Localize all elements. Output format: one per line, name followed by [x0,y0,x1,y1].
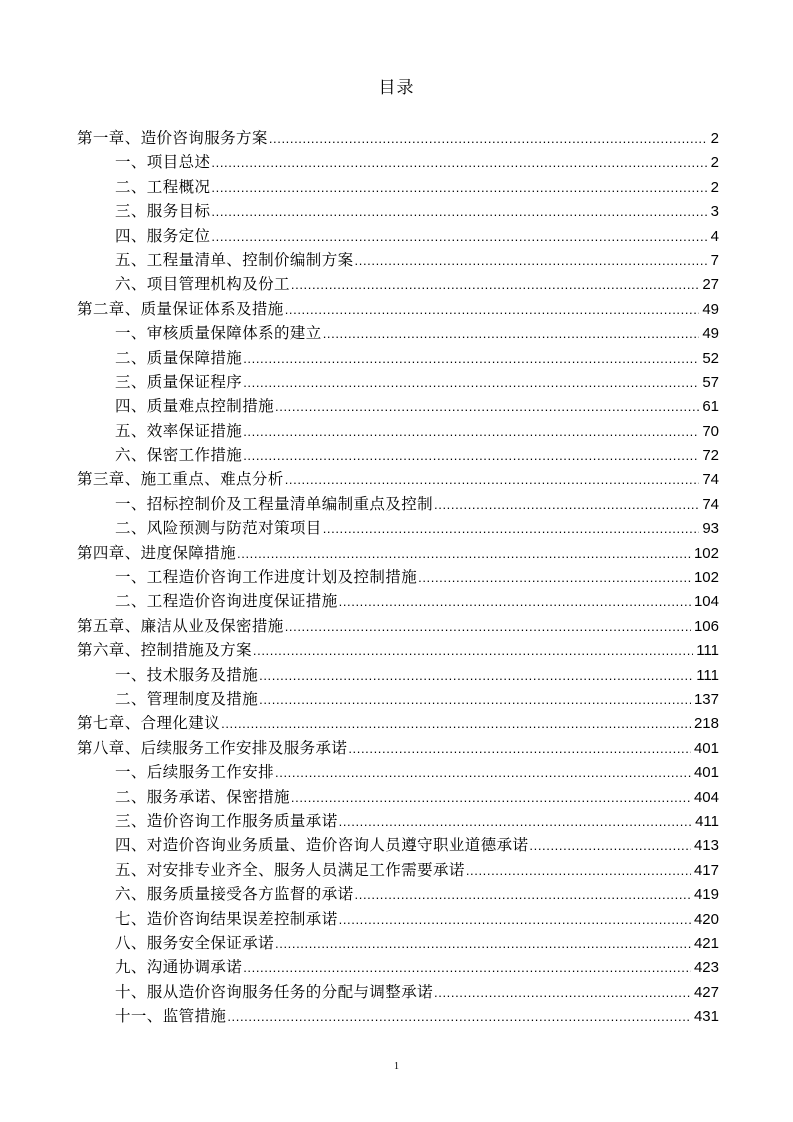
toc-entry-page-number: 57 [702,373,719,391]
toc-chapter-entry[interactable] [77,297,719,321]
toc-entry-label: 十、服从造价咨询服务任务的分配与调整承诺 [115,982,434,1001]
toc-dot-leader [291,273,699,296]
toc-section-entry[interactable] [77,833,719,857]
toc-section-entry[interactable] [77,346,719,370]
toc-entry-label: 七、造价咨询结果误差控制承诺 [115,909,338,928]
page-number: 1 [394,1061,399,1072]
toc-entry-page-number: 417 [693,861,719,879]
toc-dot-leader [253,639,693,662]
toc-section-entry[interactable] [77,516,719,540]
toc-entry-page-number: 74 [702,495,719,513]
toc-dot-leader [243,371,699,394]
toc-chapter-entry[interactable] [77,126,719,150]
toc-entry-label: 一、项目总述 [115,153,211,172]
toc-dot-leader [339,908,691,931]
toc-section-entry[interactable] [77,760,719,784]
toc-entry-page-number: 93 [702,520,719,538]
toc-entry-label: 二、服务承诺、保密措施 [115,787,290,806]
toc-section-entry[interactable] [77,224,719,248]
toc-section-entry[interactable] [77,955,719,979]
toc-entry-page-number: 72 [702,447,719,465]
toc-entry-page-number: 49 [702,325,719,343]
toc-dot-leader [355,249,708,272]
toc-entry-label: 三、服务目标 [115,202,211,221]
toc-entry-page-number: 427 [693,983,719,1001]
toc-section-entry[interactable] [77,175,719,199]
toc-dot-leader [211,200,707,223]
toc-entry-page-number: 74 [702,471,719,489]
toc-entry-page-number: 411 [695,812,719,830]
toc-dot-leader [243,420,699,443]
toc-entry-page-number: 102 [693,544,719,562]
toc-dot-leader [355,883,691,906]
toc-entry-label: 四、对造价咨询业务质量、造价咨询人员遵守职业道德承诺 [115,836,529,855]
toc-entry-label: 二、工程概况 [115,177,211,196]
toc-entry-label: 第一章、造价咨询服务方案 [77,129,268,147]
toc-dot-leader [275,395,699,418]
toc-entry-page-number: 2 [710,130,719,147]
toc-dot-leader [434,493,699,516]
toc-dot-leader [466,859,691,882]
toc-entry-page-number: 70 [702,422,719,440]
toc-entry-page-number: 111 [696,666,719,684]
toc-entry-page-number: 401 [693,739,719,757]
toc-dot-leader [291,786,691,809]
toc-dot-leader [211,225,707,248]
toc-entry-label: 一、技术服务及措施 [115,665,259,684]
toc-entry-page-number: 137 [693,690,719,708]
toc-section-entry[interactable] [77,931,719,955]
toc-dot-leader [211,176,707,199]
toc-entry-page-number: 423 [693,959,719,977]
toc-dot-leader [323,322,700,345]
toc-entry-label: 一、工程造价咨询工作进度计划及控制措施 [115,568,418,587]
toc-entry-label: 五、效率保证措施 [115,421,243,440]
toc-entry-page-number: 52 [702,349,719,367]
toc-entry-label: 四、服务定位 [115,226,211,245]
toc-entry-page-number: 431 [693,1008,719,1026]
toc-chapter-entry[interactable] [77,541,719,565]
table-of-contents [77,126,719,1028]
toc-entry-page-number: 106 [693,617,719,635]
toc-section-entry[interactable] [77,199,719,223]
toc-entry-page-number: 218 [693,715,719,733]
toc-entry-label: 二、质量保障措施 [115,348,243,367]
toc-entry-label: 八、服务安全保证承诺 [115,933,275,952]
toc-section-entry[interactable] [77,394,719,418]
toc-dot-leader [211,151,707,174]
toc-section-entry[interactable] [77,321,719,345]
toc-section-entry[interactable] [77,370,719,394]
toc-entry-label: 一、招标控制价及工程量清单编制重点及控制 [115,494,434,513]
toc-entry-label: 六、服务质量接受各方监督的承诺 [115,885,354,904]
toc-section-entry[interactable] [77,809,719,833]
toc-dot-leader [339,810,692,833]
toc-section-entry[interactable] [77,907,719,931]
toc-entry-label: 一、审核质量保障体系的建立 [115,324,322,343]
toc-dot-leader [237,542,691,565]
toc-entry-page-number: 401 [693,764,719,782]
toc-chapter-entry[interactable] [77,614,719,638]
toc-entry-label: 第八章、后续服务工作安排及服务承诺 [77,738,348,757]
toc-dot-leader [259,688,691,711]
toc-dot-leader [275,932,691,955]
toc-entry-page-number: 61 [702,398,719,416]
toc-section-entry[interactable] [77,858,719,882]
toc-entry-label: 十一、监管措施 [115,1007,227,1026]
toc-dot-leader [348,737,691,760]
toc-entry-label: 二、工程造价咨询进度保证措施 [115,592,338,611]
toc-entry-page-number: 104 [693,593,719,611]
toc-entry-label: 五、工程量清单、控制价编制方案 [115,250,354,269]
toc-dot-leader [243,444,699,467]
toc-entry-page-number: 3 [710,203,719,221]
toc-dot-leader [529,834,691,857]
toc-entry-label: 九、沟通协调承诺 [115,958,243,977]
toc-entry-label: 二、风险预测与防范对策项目 [115,519,322,538]
toc-section-entry[interactable] [77,663,719,687]
toc-entry-page-number: 413 [693,837,719,855]
toc-chapter-entry[interactable] [77,638,719,662]
toc-dot-leader [418,566,691,589]
toc-dot-leader [275,761,691,784]
toc-dot-leader [434,981,691,1004]
toc-section-entry[interactable] [77,687,719,711]
toc-entry-label: 二、管理制度及措施 [115,689,259,708]
toc-entry-page-number: 27 [702,276,719,294]
toc-section-entry[interactable] [77,272,719,296]
toc-entry-page-number: 420 [693,910,719,928]
toc-section-entry[interactable] [77,492,719,516]
toc-entry-label: 五、对安排专业齐全、服务人员满足工作需要承诺 [115,860,465,879]
toc-dot-leader [243,347,699,370]
toc-dot-leader [285,468,700,491]
toc-entry-label: 一、后续服务工作安排 [115,763,275,782]
toc-entry-page-number: 49 [702,300,719,318]
toc-entry-page-number: 7 [710,251,719,269]
toc-entry-label: 三、质量保证程序 [115,372,243,391]
toc-dot-leader [227,1005,691,1028]
toc-dot-leader [259,664,693,687]
toc-dot-leader [243,956,691,979]
toc-section-entry[interactable] [77,1004,719,1028]
toc-chapter-entry[interactable] [77,467,719,491]
toc-dot-leader [285,615,691,638]
toc-section-entry[interactable] [77,150,719,174]
toc-entry-page-number: 4 [710,227,719,245]
page-title: 目录 [378,78,415,98]
toc-entry-label: 第七章、合理化建议 [77,714,221,733]
toc-chapter-entry[interactable] [77,736,719,760]
toc-section-entry[interactable] [77,443,719,467]
toc-entry-page-number: 2 [710,154,719,172]
toc-entry-page-number: 421 [693,934,719,952]
toc-entry-page-number: 404 [693,788,719,806]
toc-entry-page-number: 419 [693,886,719,904]
toc-entry-label: 第二章、质量保证体系及措施 [77,299,284,318]
toc-entry-label: 第四章、进度保障措施 [77,543,237,562]
toc-entry-label: 第三章、施工重点、难点分析 [77,470,284,489]
toc-entry-label: 第五章、廉洁从业及保密措施 [77,616,284,635]
toc-entry-label: 六、保密工作措施 [115,446,243,465]
toc-dot-leader [221,712,691,735]
toc-section-entry[interactable] [77,589,719,613]
toc-section-entry[interactable] [77,882,719,906]
toc-entry-page-number: 2 [710,178,719,196]
toc-section-entry[interactable] [77,419,719,443]
toc-entry-label: 六、项目管理机构及份工 [115,275,290,294]
toc-entry-page-number: 102 [693,569,719,587]
toc-chapter-entry[interactable] [77,711,719,735]
toc-dot-leader [323,517,700,540]
toc-section-entry[interactable] [77,565,719,589]
toc-entry-label: 三、造价咨询工作服务质量承诺 [115,811,338,830]
toc-section-entry[interactable] [77,980,719,1004]
toc-dot-leader [339,590,691,613]
toc-dot-leader [285,298,700,321]
toc-section-entry[interactable] [77,248,719,272]
toc-entry-label: 第六章、控制措施及方案 [77,641,252,660]
toc-dot-leader [269,127,708,150]
toc-entry-page-number: 111 [696,642,719,660]
toc-section-entry[interactable] [77,785,719,809]
toc-entry-label: 四、质量难点控制措施 [115,397,275,416]
